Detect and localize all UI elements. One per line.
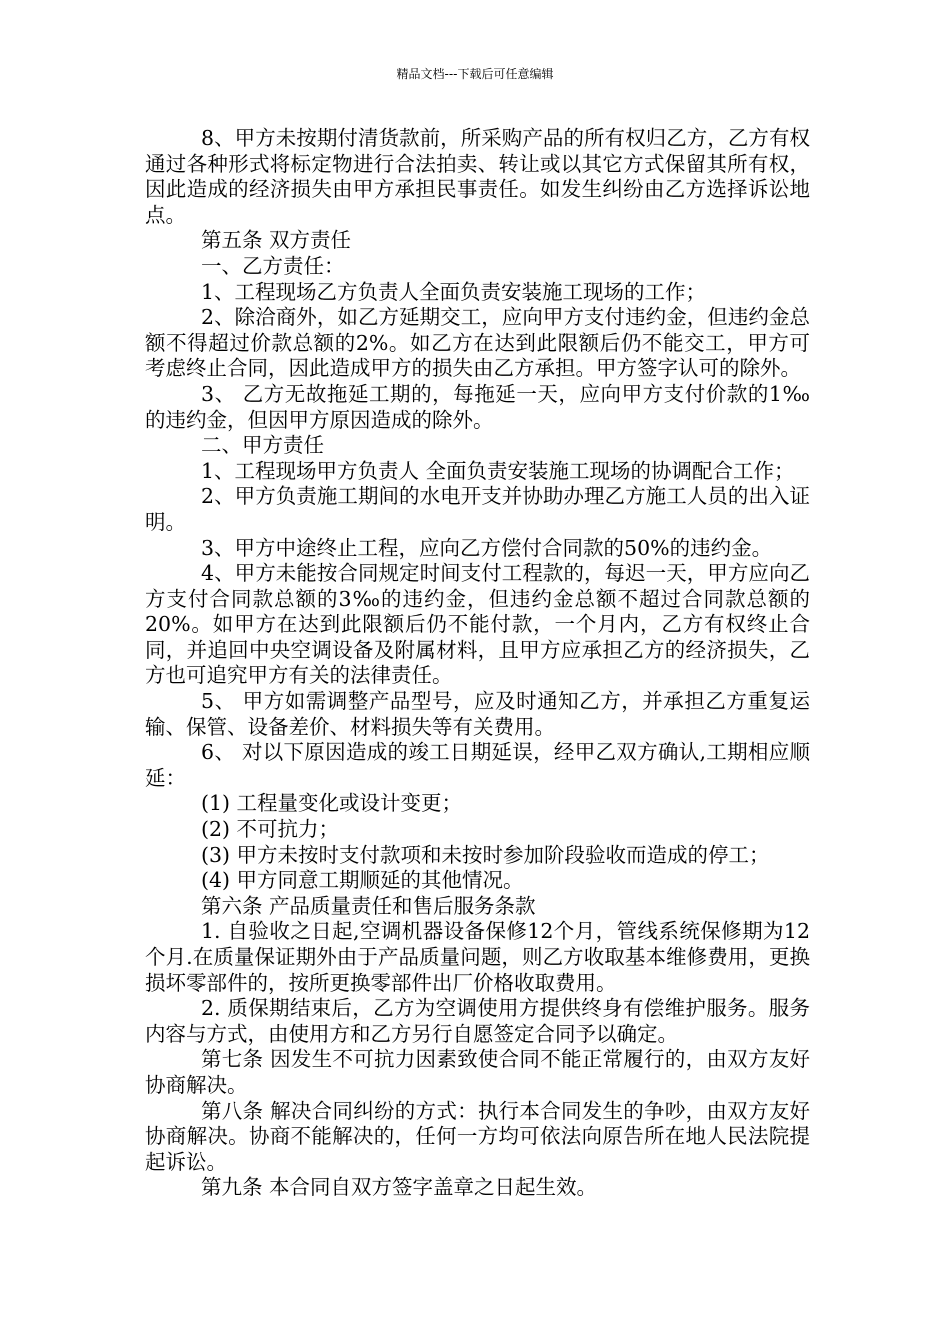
party-b-item-3: 3、 乙方无故拖延工期的，每拖延一天，应向甲方支付价款的1‰的违约金，但因甲方原因造成的除外。 <box>145 381 810 432</box>
delay-reason-4: (4) 甲方同意工期顺延的其他情况。 <box>201 868 524 893</box>
article-6-heading: 第六条 产品质量责任和售后服务条款 <box>201 893 536 918</box>
section-party-b-heading: 一、乙方责任： <box>201 253 345 278</box>
delay-reason-1: (1) 工程量变化或设计变更； <box>201 791 463 816</box>
party-a-item-4: 4、甲方未能按合同规定时间支付工程款的，每迟一天，甲方应向乙方支付合同款总额的3‰的违约金，但违约金总额不超过合同款总额的20%。如甲方在达到此限额后仍不能付款，一个月内，乙方有权终止合同，并追回中央空调设备及附属材料，且甲方应承担乙方的经济损失，乙方也可追究甲方有关的法律责任。 <box>145 561 810 688</box>
section-party-a-heading: 二、甲方责任 <box>201 433 324 458</box>
article-7: 第七条 因发生不可抗力因素致使合同不能正常履行的，由双方友好协商解决。 <box>145 1047 810 1097</box>
warranty-item-2: 2. 质保期结束后，乙方为空调使用方提供终身有偿维护服务。服务内容与方式，由使用方和乙方另行自愿签定合同予以确定。 <box>145 996 810 1046</box>
paragraph-clause-8: 8、甲方未按期付清货款前，所采购产品的所有权归乙方，乙方有权通过各种形式将标定物进行合法拍卖、转让或以其它方式保留其所有权，因此造成的经济损失由甲方承担民事责任。如发生纠纷由乙方选择诉讼地点。 <box>145 126 810 227</box>
article-9: 第九条 本合同自双方签字盖章之日起生效。 <box>201 1175 598 1200</box>
warranty-item-1: 1. 自验收之日起,空调机器设备保修12个月，管线系统保修期为12个月.在质量保证期外由于产品质量问题，则乙方收取基本维修费用，更换损坏零部件的，按所更换零部件出厂价格收取费用。 <box>145 919 810 995</box>
article-8: 第八条 解决合同纠纷的方式：执行本合同发生的争吵，由双方友好协商解决。协商不能解决的，任何一方均可依法向原告所在地人民法院提起诉讼。 <box>145 1098 810 1174</box>
document-body <box>145 126 810 1201</box>
delay-reason-2: (2) 不可抗力； <box>201 817 340 842</box>
party-a-item-6: 6、 对以下原因造成的竣工日期延误，经甲乙双方确认,工期相应顺延： <box>145 740 810 790</box>
party-a-item-2: 2、甲方负责施工期间的水电开支并协助办理乙方施工人员的出入证明。 <box>145 484 810 534</box>
party-b-item-1: 1、工程现场乙方负责人全面负责安装施工现场的工作； <box>201 279 707 304</box>
delay-reason-3: (3) 甲方未按时支付款项和未按时参加阶段验收而造成的停工； <box>201 842 770 867</box>
party-a-item-5: 5、 甲方如需调整产品型号，应及时通知乙方，并承担乙方重复运输、保管、设备差价、材料损失等有关费用。 <box>145 689 810 739</box>
party-b-item-2: 2、除洽商外，如乙方延期交工，应向甲方支付违约金，但违约金总额不得超过价款总额的2%。如乙方在达到此限额后仍不能交工，甲方可考虑终止合同，因此造成甲方的损失由乙方承担。甲方签字认可的除外。 <box>145 305 810 381</box>
page-header: 精品文档---下载后可任意编辑 <box>396 67 554 81</box>
party-a-item-1: 1、工程现场甲方负责人 全面负责安装施工现场的协调配合工作； <box>201 458 795 483</box>
party-a-item-3: 3、甲方中途终止工程，应向乙方偿付合同款的50%的违约金。 <box>201 535 773 560</box>
article-5-heading: 第五条 双方责任 <box>201 228 352 253</box>
